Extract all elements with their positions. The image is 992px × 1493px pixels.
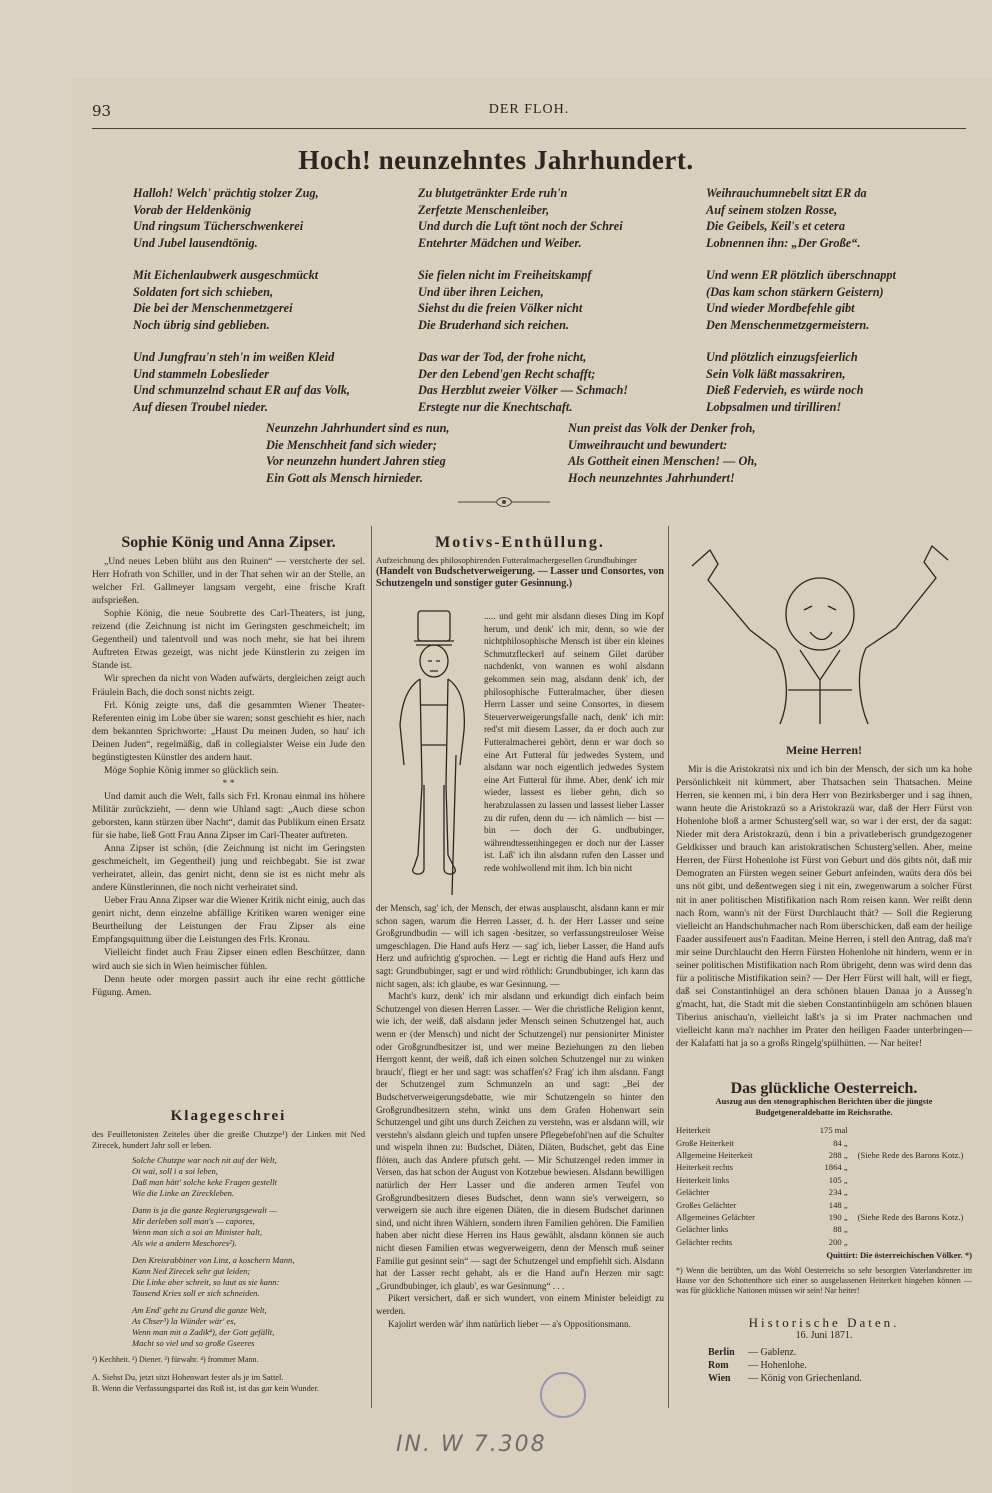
poem-column-1 xyxy=(133,185,350,431)
oesterreich-heading: Das glückliche Oesterreich. xyxy=(730,1082,918,1097)
poem-line: Umweihraucht und bewundert: xyxy=(568,437,728,452)
klage-footnotes: ¹) Kechheit. ²) Diener. ³) fürwahr. ⁴) frommer Mann. xyxy=(92,1355,259,1365)
klage-line: Wenn man mit a Zadik⁴), der Gott gefällt, xyxy=(132,1327,275,1338)
stats-value: 1864 „ xyxy=(824,1162,848,1173)
klage-line: Mir derleben soll man's — capores, xyxy=(132,1216,255,1227)
stats-value: 234 „ xyxy=(828,1187,848,1198)
illustration-futteralmacher xyxy=(384,605,484,899)
klage-line: Macht so viel und so große Gseeres xyxy=(132,1338,255,1349)
klage-stanza xyxy=(132,1205,365,1249)
sophie-paragraph: * * xyxy=(222,777,235,789)
poem-line: Und schmunzelnd schaut ER auf das Volk, xyxy=(133,383,350,397)
poem-line: Als Gottheit einen Menschen! — Oh, xyxy=(568,454,758,468)
poem-line: Auf seinem stolzen Rosse, xyxy=(706,202,838,217)
handwritten-shelfmark: IN. W 7.308 xyxy=(396,1432,547,1457)
poem-line: Halloh! Welch' prächtig stolzer Zug, xyxy=(133,186,319,200)
stats-value: 190 „ xyxy=(828,1211,848,1222)
poem-line: Mit Eichenlaubwerk ausgeschmückt xyxy=(133,268,319,282)
oesterreich-table xyxy=(676,1124,972,1296)
column-rule-1 xyxy=(371,526,372,1408)
poem-line: Die Bruderhand sich reichen. xyxy=(418,317,569,332)
klage-intro: des Feuilletonisten Zeiteles über die greiße Chutzpe¹) der Linken mit Ned Zirecek, hundert Jahr soll er leben. xyxy=(92,1129,365,1151)
running-head: DER FLOH. xyxy=(488,102,570,117)
sophie-paragraph: Frl. König zeigte uns, daß die gesammten Wiener Theater-Referenten einig im Lobe über sie waren; sonst geschieht es hier, nach dem bekannten Sprichworte: „Haust Du meinen Juden, so hau' ich Deinen Juden“, regelmäßig, daß in collegialster Weise ein Jude den begünstigtesten Künstler des andern haut. xyxy=(92,699,365,763)
poem-line: Vor neunzehn hundert Jahren stieg xyxy=(266,454,446,468)
stats-row xyxy=(676,1198,972,1210)
poem-column-2 xyxy=(418,185,628,431)
poem-stanza xyxy=(706,349,896,415)
poem-stanza xyxy=(418,349,628,415)
historische-text: — König von Griechenland. xyxy=(748,1373,862,1385)
poem-line: Soldaten fort sich schieben, xyxy=(133,284,274,299)
motivs-sub2: (Handelt von Budschetverweigerung. — Lasser und Consortes, von Schutzengeln und sonstiger guter Gesinnung.) xyxy=(376,566,664,590)
klage-dialog-line: B. Wenn die Verfassungspartei das Roß ist, ist das gar kein Wunder. xyxy=(92,1383,319,1393)
sophie-paragraph: Und damit auch die Welt, falls sich Frl. Kronau einmal ins höhere Militär zurückzieht, — denn wie Uhland sagt: „Auch diese schon geborsten, kann stürzen über Nacht“, damit das Publikum einen Ersatz für sie habe, ließ Gott Frau Anna Zipser im Carl-Theater auftreten. xyxy=(92,790,365,842)
historische-heading: Historische Daten. xyxy=(748,1316,900,1330)
motivs-body xyxy=(376,902,664,1410)
poem-final-left xyxy=(266,420,450,486)
klage-line: Kann Ned Zirecek sehr gut leiden; xyxy=(132,1266,251,1277)
sophie-heading: Sophie König und Anna Zipser. xyxy=(121,536,336,551)
poem-line: Vorab der Heldenkönig xyxy=(133,202,252,217)
klage-line: As Chser³) la Wünder wär' es, xyxy=(132,1316,236,1327)
poem-line: Und wenn ER plötzlich überschnappt xyxy=(706,268,896,282)
poem-line: Ein Gott als Mensch hirnieder. xyxy=(266,470,423,485)
stats-row xyxy=(676,1236,972,1248)
klage-line: Solche Chutzpe war noch nit auf der Welt, xyxy=(132,1155,277,1166)
ornament-divider xyxy=(456,494,552,510)
oesterreich-footnote: *) Wenn die betrübten, um das Wohl Oesterreichs so sehr besorgten Vaterlandsretter im Hause vor den Schottenthore sich einer so ausgelassenen Heiterkeit hingeben können — was für glückliche Nationen müssen wir sein! Nar heiter! xyxy=(676,1265,972,1295)
motivs-heading: Motivs-Enthüllung. xyxy=(435,536,605,551)
sophie-paragraph: Denn heute oder morgen passirt auch ihr eine recht göttliche Fügung. Amen. xyxy=(92,973,365,998)
stats-label: Großes Gelächter xyxy=(676,1199,737,1210)
stats-label: Gelächter xyxy=(676,1187,710,1198)
stats-value: 200 „ xyxy=(828,1236,848,1247)
stats-label: Heiterkeit rechts xyxy=(676,1162,734,1173)
article-meine-herren xyxy=(676,744,972,1062)
motivs-paragraph: Macht's kurz, denk' ich mir alsdann und erkundigt dich einfach beim Schutzengel von diesen Herren Lasser. — Wer die christliche Religion kennt, wie ich, der weiß, daß alsdann jeder Mensch seinen Schutzengel hat, auch wenn er (der Mensch) und nicht der Schutzengel) nur pensionirter Minister oder Großgrundbesitzer ist, und wer meine Beziehungen zu den lieben Herrgott kennt, der weiß, daß ich einen solchen Schutzengel nur zu winken brauch', fliegt er her und sagt: was schaffen's? Frag' ich ihm alsdann. Fangt der Schutzengel zum Schmunzeln an und sagt: „Bei der Budschetverweigerungsdebatte, wie mir Schutzengeln so hinter den Großgrundbesitzern stehn, winkt uns dem Grafen Hohenwart sein Schutzengel und gibt uns durch Zeichen zu verstehn, was er alsdann will, wir verstehn's alsdann gleich und tupfen unsere Pflegebefohl'nen auf die Schulter und wispeln ihnen zu: Budschet, Diäten, Diäten, Budschet, gebt das Eine flöten, auch das Andere pfutsch geht. — Mir Schutzengel reden immer in Versen, das hat schon der August von Kotzebue bewiesen. Alsdann bewilligen natürlich der Herr Lasser und die anderen armen Teufel von Großgrundbesitzern dieses Budschet, denn wann sie's verweigern, so verweigern sie auch ihre eigenen Diäten, die in diesem Budschet darinnen sind, und nicht ihren Wählern, sondern ihren Familien gehören. Die Familien haben aber nicht diese Herren ins Haus gewählt, alsdann können sie auch nicht diesen Familien etwas wegverweigern, denn der Mensch muß seiner Familie gut gesinnt sein“ — sagt der Schutzengel und empfiehlt sich. Alsdann hat der Lasser recht gehabt, als er die Hand auf'n Herzen mir sagt: „Grundbubinger, ich glaub', es war Gesinnung“ . . . xyxy=(376,991,664,1291)
article-sophie xyxy=(92,536,365,1092)
stats-row xyxy=(676,1149,972,1161)
oesterreich-signed: Quittirt: Die österreichischen Völker. *) xyxy=(826,1249,972,1260)
sophie-paragraph: „Und neues Leben blüht aus den Ruinen“ — verstcherte der sel. Herr Hofrath von Schiller, und in der That sehen wir an der Stelle, an welcher Frl. Gallmeyer langsam vergeht, eine frische Kraft aufsprießen. xyxy=(92,556,365,607)
klage-line: Als wie a andern Meschores²). xyxy=(132,1238,237,1249)
stats-note xyxy=(848,1136,972,1148)
poem-stanza xyxy=(706,185,896,251)
klage-verses xyxy=(132,1155,365,1349)
klage-line: Die Linke aber schreit, so laut as sie kann: xyxy=(132,1277,280,1288)
klage-line: Wenn man sich a soi an Minister halt, xyxy=(132,1227,263,1238)
klage-line: Tausend Kries soll er sich schneiden. xyxy=(132,1288,260,1299)
motivs-paragraph: der Mensch, sag' ich, der Mensch, der etwas ausplauscht, alsdann kann er mir schon sagen, warum die Herren Lasser, d. h. der Herr Lasser und seine Großgrundbudin — will ich sagen -besitzer, so verfassungstreuloser Weise umgeschlagen. Die Hand aufs Herz — sag' ich, lieber Lasser, die Hand aufs Herz und aufrichtig g'sprochen. — Legt er richtig die Hand aufs Herz und sagt: Grundbubinger, sagt er und wird röthlich: Grundbubinger, ich kann das nicht sagen, als: ich glaube, es war Gesinnung. — xyxy=(376,903,664,989)
klage-stanza xyxy=(132,1155,365,1199)
klage-line: Oi wai, soll i a soi leben, xyxy=(132,1166,218,1177)
stats-label: Allgemeines Gelächter xyxy=(676,1211,755,1222)
sophie-paragraph: Möge Sophie König immer so glücklich sein. xyxy=(104,764,279,776)
poem-line: Zu blutgetränkter Erde ruh'n xyxy=(418,186,568,200)
stats-note xyxy=(848,1174,972,1186)
poem-line: Und stammeln Lobeslieder xyxy=(133,366,269,381)
poem-line: Nun preist das Volk der Denker froh, xyxy=(568,421,756,435)
stats-note xyxy=(848,1124,972,1136)
klage-stanza xyxy=(132,1255,365,1299)
library-stamp xyxy=(540,1372,586,1418)
poem-line: Weihrauchumnebelt sitzt ER da xyxy=(706,186,867,200)
historische-text: — Hohenlohe. xyxy=(748,1360,807,1372)
article-historische xyxy=(676,1316,972,1396)
poem-line: Und ringsum Tücherschwenkerei xyxy=(133,219,304,233)
poem-stanza xyxy=(418,267,628,333)
stats-note: (Siehe Rede des Barons Kotz.) xyxy=(857,1211,964,1222)
stats-row xyxy=(676,1124,972,1136)
klage-line: Dann is ja die ganze Regierungsgewalt — xyxy=(132,1205,277,1216)
meine-heading: Meine Herren! xyxy=(785,744,863,757)
poem-line: Und über ihren Leichen, xyxy=(418,284,544,299)
klage-line: Wie die Linke an Zireckleben. xyxy=(132,1188,235,1199)
stats-note xyxy=(848,1198,972,1210)
historische-row xyxy=(708,1372,972,1385)
sophie-paragraph: Sophie König, die neue Soubrette des Carl-Theaters, ist jung, reizend (die Zeichnung ist nicht im Geringsten geschmeichelt; im Gegentheil) und talentvoll und was noch mehr, sie hat bei ihrem Auftreten Etwas gezeigt, was nicht jede Künstlerin zu zeigen im Stande ist. xyxy=(92,608,365,672)
poem-stanza xyxy=(418,185,628,251)
poem-line: Zerfetzte Menschenleiber, xyxy=(418,202,550,217)
column-rule-2 xyxy=(668,526,669,1408)
poem-line: Und Jubel lausendtönig. xyxy=(133,235,258,250)
klage-heading: Klagegeschrei xyxy=(170,1110,287,1124)
stats-label: Große Heiterkeit xyxy=(676,1137,734,1148)
stats-note xyxy=(848,1161,972,1173)
motivs-body-right xyxy=(484,610,664,898)
page-number: 93 xyxy=(92,102,112,120)
motivs-paragraph: Pikert versichert, daß er sich wundert, von einem Minister beleidigt zu werden. xyxy=(376,1293,664,1316)
poem-line: Noch übrig sind geblieben. xyxy=(133,317,270,332)
stats-label: Heiterkeit xyxy=(676,1125,711,1136)
poem-line: Sein Volk läßt massakriren, xyxy=(706,366,846,381)
sophie-paragraph: Ueber Frau Anna Zipser war die Wiener Kritik nicht einig, auch das genirt nicht, denn einzelne abfällige Kritiken waren weniger eine Beurtheilung der Leistungen der Frau Zipser als eine Empfangsquittung über die Leistungen des Frls. Kronau. xyxy=(92,895,365,946)
poem-final-right xyxy=(568,420,757,486)
poem-line: Und wieder Mordbefehle gibt xyxy=(706,301,855,315)
poem-line: Lobnennen ihn: „Der Große“. xyxy=(706,235,861,250)
poem-line: Und plötzlich einzugsfeierlich xyxy=(706,350,858,364)
historische-city: Berlin xyxy=(708,1347,735,1359)
motivs-sub1: Aufzeichnung des philosophirenden Futteralmachergesellen Grundbubinger xyxy=(376,555,637,566)
poem-line: Neunzehn Jahrhundert sind es nun, xyxy=(266,421,450,435)
poem-line: Sie fielen nicht im Freiheitskampf xyxy=(418,268,592,282)
illustration-bezirksberger xyxy=(680,540,960,726)
stats-value: 175 mal xyxy=(819,1125,848,1136)
stats-label: Gelächter rechts xyxy=(676,1236,733,1247)
poem-line: Auf diesen Troubel nieder. xyxy=(133,399,268,414)
stats-value: 105 „ xyxy=(828,1174,848,1185)
page-title: Hoch! neunzehntes Jahrhundert. xyxy=(298,145,694,175)
stats-note: (Siehe Rede des Barons Kotz.) xyxy=(857,1149,964,1160)
stats-row xyxy=(676,1186,972,1198)
sophie-paragraph: Vielleicht findet auch Frau Zipser einen edlen Beschützer, dann wird auch sie sich in Wien heimischer fühlen. xyxy=(92,947,365,972)
article-klage xyxy=(92,1110,365,1410)
stats-note xyxy=(848,1223,972,1235)
poem-line: Erstegte nur die Knechtschaft. xyxy=(418,399,573,414)
stats-note xyxy=(848,1186,972,1198)
poem-line: Die Menschheit fand sich wieder; xyxy=(266,437,437,452)
meine-text: Mir is die Aristokratsi nix und ich bin der Mensch, der sich um ka hohe Persönlichkeit nit kümmert, aber Thatsachen sein Thatsachen. Meine Herren, sie kennen mi, i bin dera Herr von Bezirksberger und i sag ihnen, wann heute die Aristokrazü so a Aristokrazü war, daß der Herr Fürst von Hohenlohe bloß a armer Schusterg'sell war, so war i der erst, der da sagat: Nieder mit dera Aristokrazü, denn i bin a privatleberisch grundgezogener Geldkisser und brauch kan aristokratischen Schusterg'sellen. Aber, meine Herren, der Fürst Hohenlohe ist Fürst von Geburt und dös gibts nöt, daß mir Demograten an Fürsten wegen seiner Geburt anfeinden, waüts dera dös bei uns nöt gibt, und deßentwegen sieg i nit ein, zwegenwarum a solcher Fürst nit in aner politischen Mistifikation nach Rom reisen kann. Wer reißt denn nach Rom, wann's nit der Fürst Durchlaucht thät? — Soll die Regierung vielleicht an Handschuhmacher nach Rom überschicken, daß eam der heilige Faader aussifeuert aus'n Faaditan. Meine Herren, i stell den Antrag, daß ma'r mir seine Durchlaucht den Herrn Fürsten Hohenlohe nit hindern, wenn er in seiner politischen Mistifikation nach Rom übrigeht, denn was wird denn das für a politische Mistifikation sein? — Der Herr Fürst will halt, will er fiegt, daß sei Constantinhügel an dera schönen blauen Danaa jo a Ausseg'n g'macht, hat, die Stadt mit die sieben Constantinhügeln am schönen blauen Tiberius anischau'n, vielleicht laßt's ja si im Prater nachmachen und vielleicht kann ma'r nachher im Prater den heiligen Faader unterbringen—der Kalafatti hat ja so a großs Ringelg'spülhütten. — Nar heiter! xyxy=(676,764,972,1050)
poem-line: Siehst du die freien Völker nicht xyxy=(418,301,583,315)
poem-stanza xyxy=(133,267,350,333)
stats-row xyxy=(676,1174,972,1186)
poem-line: Und Jungfrau'n steh'n im weißen Kleid xyxy=(133,350,335,364)
poem-stanza xyxy=(133,185,350,251)
poem-line: Lobpsalmen und tirilliren! xyxy=(706,399,842,414)
poem-line: (Das kam schon stärkern Geistern) xyxy=(706,284,884,299)
stats-row xyxy=(676,1161,972,1173)
klage-line: Daß man hätt' solche keke Fragen gestellt xyxy=(132,1177,278,1188)
stats-value: 148 „ xyxy=(828,1199,848,1210)
poem-column-3 xyxy=(706,185,896,431)
poem-line: Die Geibels, Keil's et cetera xyxy=(706,219,845,233)
stats-label: Heiterkeit links xyxy=(676,1174,730,1185)
stats-row xyxy=(676,1136,972,1148)
historische-city: Wien xyxy=(708,1373,731,1385)
poem-line: Den Menschenmetzgermeistern. xyxy=(706,317,870,332)
poem-line: Dieß Federvieh, es würde noch xyxy=(706,383,864,397)
klage-line: Am End' geht zu Grund die ganze Welt, xyxy=(132,1305,267,1316)
historische-date: 16. Juni 1871. xyxy=(795,1330,853,1342)
motivs-text-1: ..... und geht mir alsdann dieses Ding im Kopf herum, und denk' ich mir, denn, so wie der nichtphilosophische Mensch ist über ein kleines Schmutzfleckerl auf seinem Gilet darüber nachdenkt, von wannen es wohl alsdann gekommen sein mag, alsdann denk' ich, der philosophische Futteralmacher, über diesen Herrn Lasser und seine Consortes, in diesem Steuerverweigerungsfalle nach, denk' ich mir: red'st mit diesem Lasser, da er doch auch zur Futteralmacherei gehört, denn er war doch so eine Art Futteral für jedwedes System, und alsdann war noch eigentlich jedwedes System eine Art Futteral für ihme. Aber, denk' ich mir wieder, lassest es lieber gehn, dich so herabzulassen zu lassen und lassest lieber Lasser zu dir rufen, denn du — ich nämlich — bist — bin — doch der G. undbubinger, währendtessenhingegen er doch nur der Lasser ist. Laß' ich ihn alsdann rufen den Lasser und rede wohlwollend mit ihm. Ich bin nicht xyxy=(484,611,664,873)
page-header xyxy=(92,98,966,129)
poem-line: Und durch die Luft tönt noch der Schrei xyxy=(418,219,623,233)
oesterreich-sub: Auszug aus den stenographischen Berichten über die jüngste Budgetgeneraldebatte im Reichsrathe. xyxy=(715,1097,933,1117)
poem-stanza xyxy=(706,267,896,333)
poem-line: Die bei der Menschenmetzgerei xyxy=(133,301,293,315)
stats-value: 288 „ xyxy=(828,1149,848,1160)
poem-line: Das war der Tod, der frohe nicht, xyxy=(418,350,587,364)
poem-line: Der den Lebend'gen Recht schafft; xyxy=(418,366,596,381)
stats-label: Gelächter links xyxy=(676,1224,729,1235)
sophie-paragraph: Wir sprechen da nicht von Waden aufwärts, dergleichen zeigt auch Fräulein Bach, die doch sonst nichts zeigt. xyxy=(92,673,365,698)
stats-value: 84 „ xyxy=(833,1137,848,1148)
historische-city: Rom xyxy=(708,1360,729,1372)
stats-value: 88 „ xyxy=(833,1224,848,1235)
historische-row xyxy=(708,1359,972,1372)
klage-stanza xyxy=(132,1305,365,1349)
klage-line: Den Kreisrabbiner von Linz, a koschern Mann, xyxy=(132,1255,295,1266)
historische-text: — Gablenz. xyxy=(748,1347,797,1359)
historische-row xyxy=(708,1346,972,1359)
stats-row xyxy=(676,1211,972,1223)
klage-dialog-line: A. Siehst Du, jetzt sitzt Hohenwart fester als je im Sattel. xyxy=(92,1373,284,1383)
stats-row xyxy=(676,1223,972,1235)
poem-stanza xyxy=(133,349,350,415)
sophie-paragraph: Anna Zipser ist schön, (die Zeichnung ist nicht im Geringsten geschmeichelt, im Gegentheil) jung und reichbegabt. Sie ist zwar verheiratet, allein, das genirt nicht, denn sie ist es nicht mehr als andere Künstlerinnen, die noch nicht verheiratet sind. xyxy=(92,843,365,894)
poem-line: Entehrter Mädchen und Weiber. xyxy=(418,235,582,250)
poem-line: Das Herzblut zweier Völker — Schmach! xyxy=(418,383,629,397)
article-motivs-head xyxy=(376,536,664,596)
stats-label: Allgemeine Heiterkeit xyxy=(676,1149,753,1160)
article-oesterreich-head xyxy=(676,1082,972,1124)
motivs-paragraph: Kajolirt werden wär' ihm natürlich lieber — a's Oppositionsmann. xyxy=(388,1318,631,1329)
poem-line: Hoch neunzehntes Jahrhundert! xyxy=(568,470,735,485)
stats-note xyxy=(848,1236,972,1248)
